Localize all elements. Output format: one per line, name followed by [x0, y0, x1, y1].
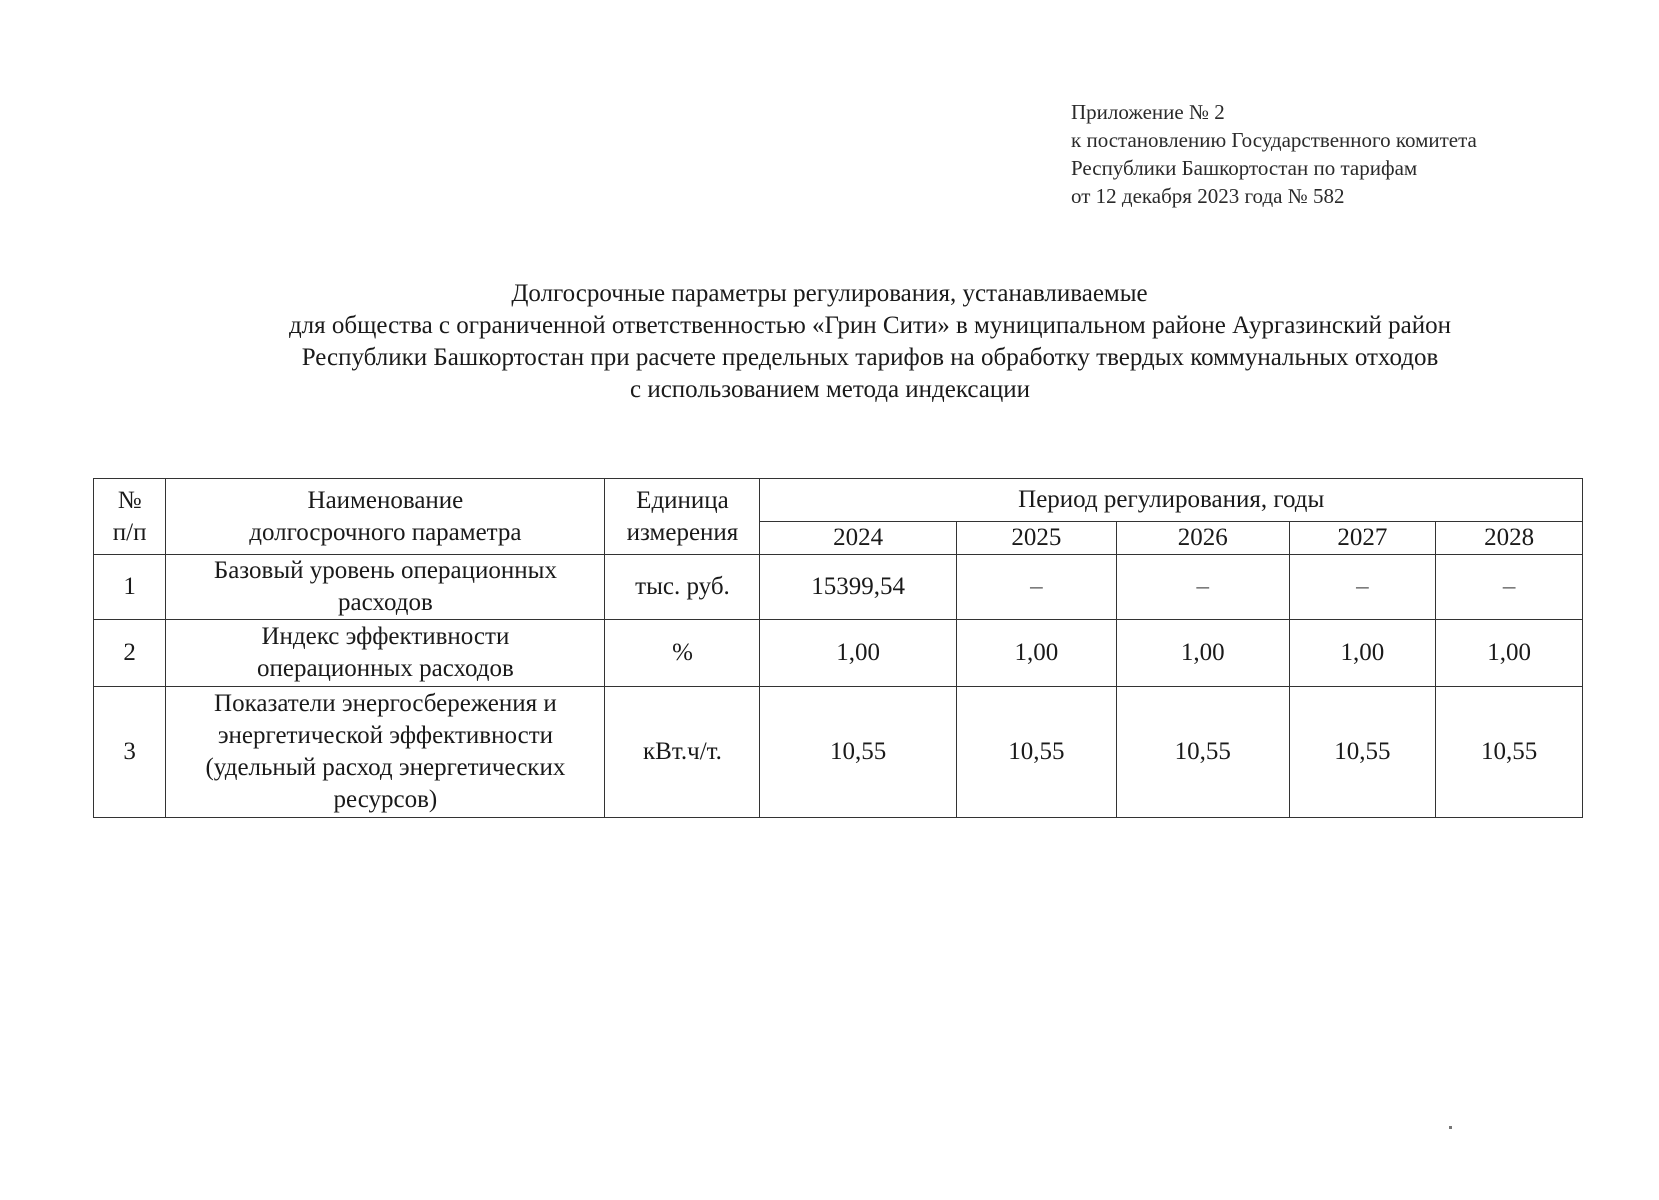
title-line: Долгосрочные параметры регулирования, устанавливаемые — [511, 280, 1148, 307]
row-value: 10,55 — [956, 687, 1116, 818]
row-value: 15399,54 — [760, 555, 956, 620]
row-number: 2 — [94, 620, 166, 687]
title-line: Республики Башкортостан при расчете предельных тарифов на обработку твердых коммунальных отходов — [301, 344, 1439, 371]
title-line: с использованием метода индексации — [629, 376, 1031, 403]
appendix-line: Республики Башкортостан по тарифам — [1071, 156, 1418, 180]
row-value: 10,55 — [760, 687, 956, 818]
row-value: 1,00 — [1116, 620, 1289, 687]
row-value: – — [1436, 555, 1583, 620]
row-name-line: Показатели энергосбережения и — [214, 690, 557, 717]
table-row — [94, 555, 1583, 620]
row-name-line: расходов — [338, 589, 433, 616]
table-header-row — [94, 479, 1583, 522]
header-unit-line: Единица — [636, 486, 729, 514]
appendix-block — [1071, 98, 1477, 210]
row-value: 1,00 — [760, 620, 956, 687]
header-unit-line: измерения — [626, 518, 739, 546]
row-number: 3 — [94, 687, 166, 818]
title-line: для общества с ограниченной ответственностью «Грин Сити» в муниципальном районе Аургазинский район — [288, 312, 1452, 339]
row-value: – — [1289, 555, 1436, 620]
row-unit: тыс. руб. — [605, 555, 760, 620]
header-year: 2028 — [1436, 522, 1583, 555]
row-value: 10,55 — [1289, 687, 1436, 818]
row-unit: кВт.ч/т. — [605, 687, 760, 818]
header-unit — [605, 479, 760, 555]
header-year: 2026 — [1116, 522, 1289, 555]
row-name-line: (удельный расход энергетических — [205, 754, 566, 781]
row-name-line: операционных расходов — [256, 655, 514, 682]
header-number-line: № — [117, 486, 142, 514]
document-title — [0, 278, 1659, 406]
row-name-line: Индекс эффективности — [261, 623, 510, 650]
row-name-line: ресурсов) — [333, 786, 438, 813]
row-name-line: энергетической эффективности — [217, 722, 553, 749]
row-name — [166, 687, 605, 818]
appendix-line: от 12 декабря 2023 года № 582 — [1071, 184, 1345, 208]
row-value: 1,00 — [956, 620, 1116, 687]
row-unit: % — [605, 620, 760, 687]
header-year: 2024 — [760, 522, 956, 555]
row-value: – — [956, 555, 1116, 620]
header-year: 2027 — [1289, 522, 1436, 555]
row-value: 1,00 — [1289, 620, 1436, 687]
scan-speck — [1449, 1126, 1452, 1129]
row-value: 10,55 — [1436, 687, 1583, 818]
table-row — [94, 687, 1583, 818]
table-row — [94, 620, 1583, 687]
row-name — [166, 555, 605, 620]
row-value: 10,55 — [1116, 687, 1289, 818]
header-name-line: долгосрочного параметра — [249, 518, 522, 546]
row-name — [166, 620, 605, 687]
row-value: 1,00 — [1436, 620, 1583, 687]
row-name-line: Базовый уровень операционных — [213, 557, 557, 584]
header-name — [166, 479, 605, 555]
header-period: Период регулирования, годы — [760, 479, 1583, 522]
row-value: – — [1116, 555, 1289, 620]
header-name-line: Наименование — [307, 486, 464, 514]
parameters-table — [93, 478, 1583, 818]
appendix-line: к постановлению Государственного комитета — [1071, 128, 1477, 152]
header-number-line: п/п — [112, 518, 147, 546]
appendix-line: Приложение № 2 — [1071, 100, 1225, 124]
row-number: 1 — [94, 555, 166, 620]
header-year: 2025 — [956, 522, 1116, 555]
header-number — [94, 479, 166, 555]
